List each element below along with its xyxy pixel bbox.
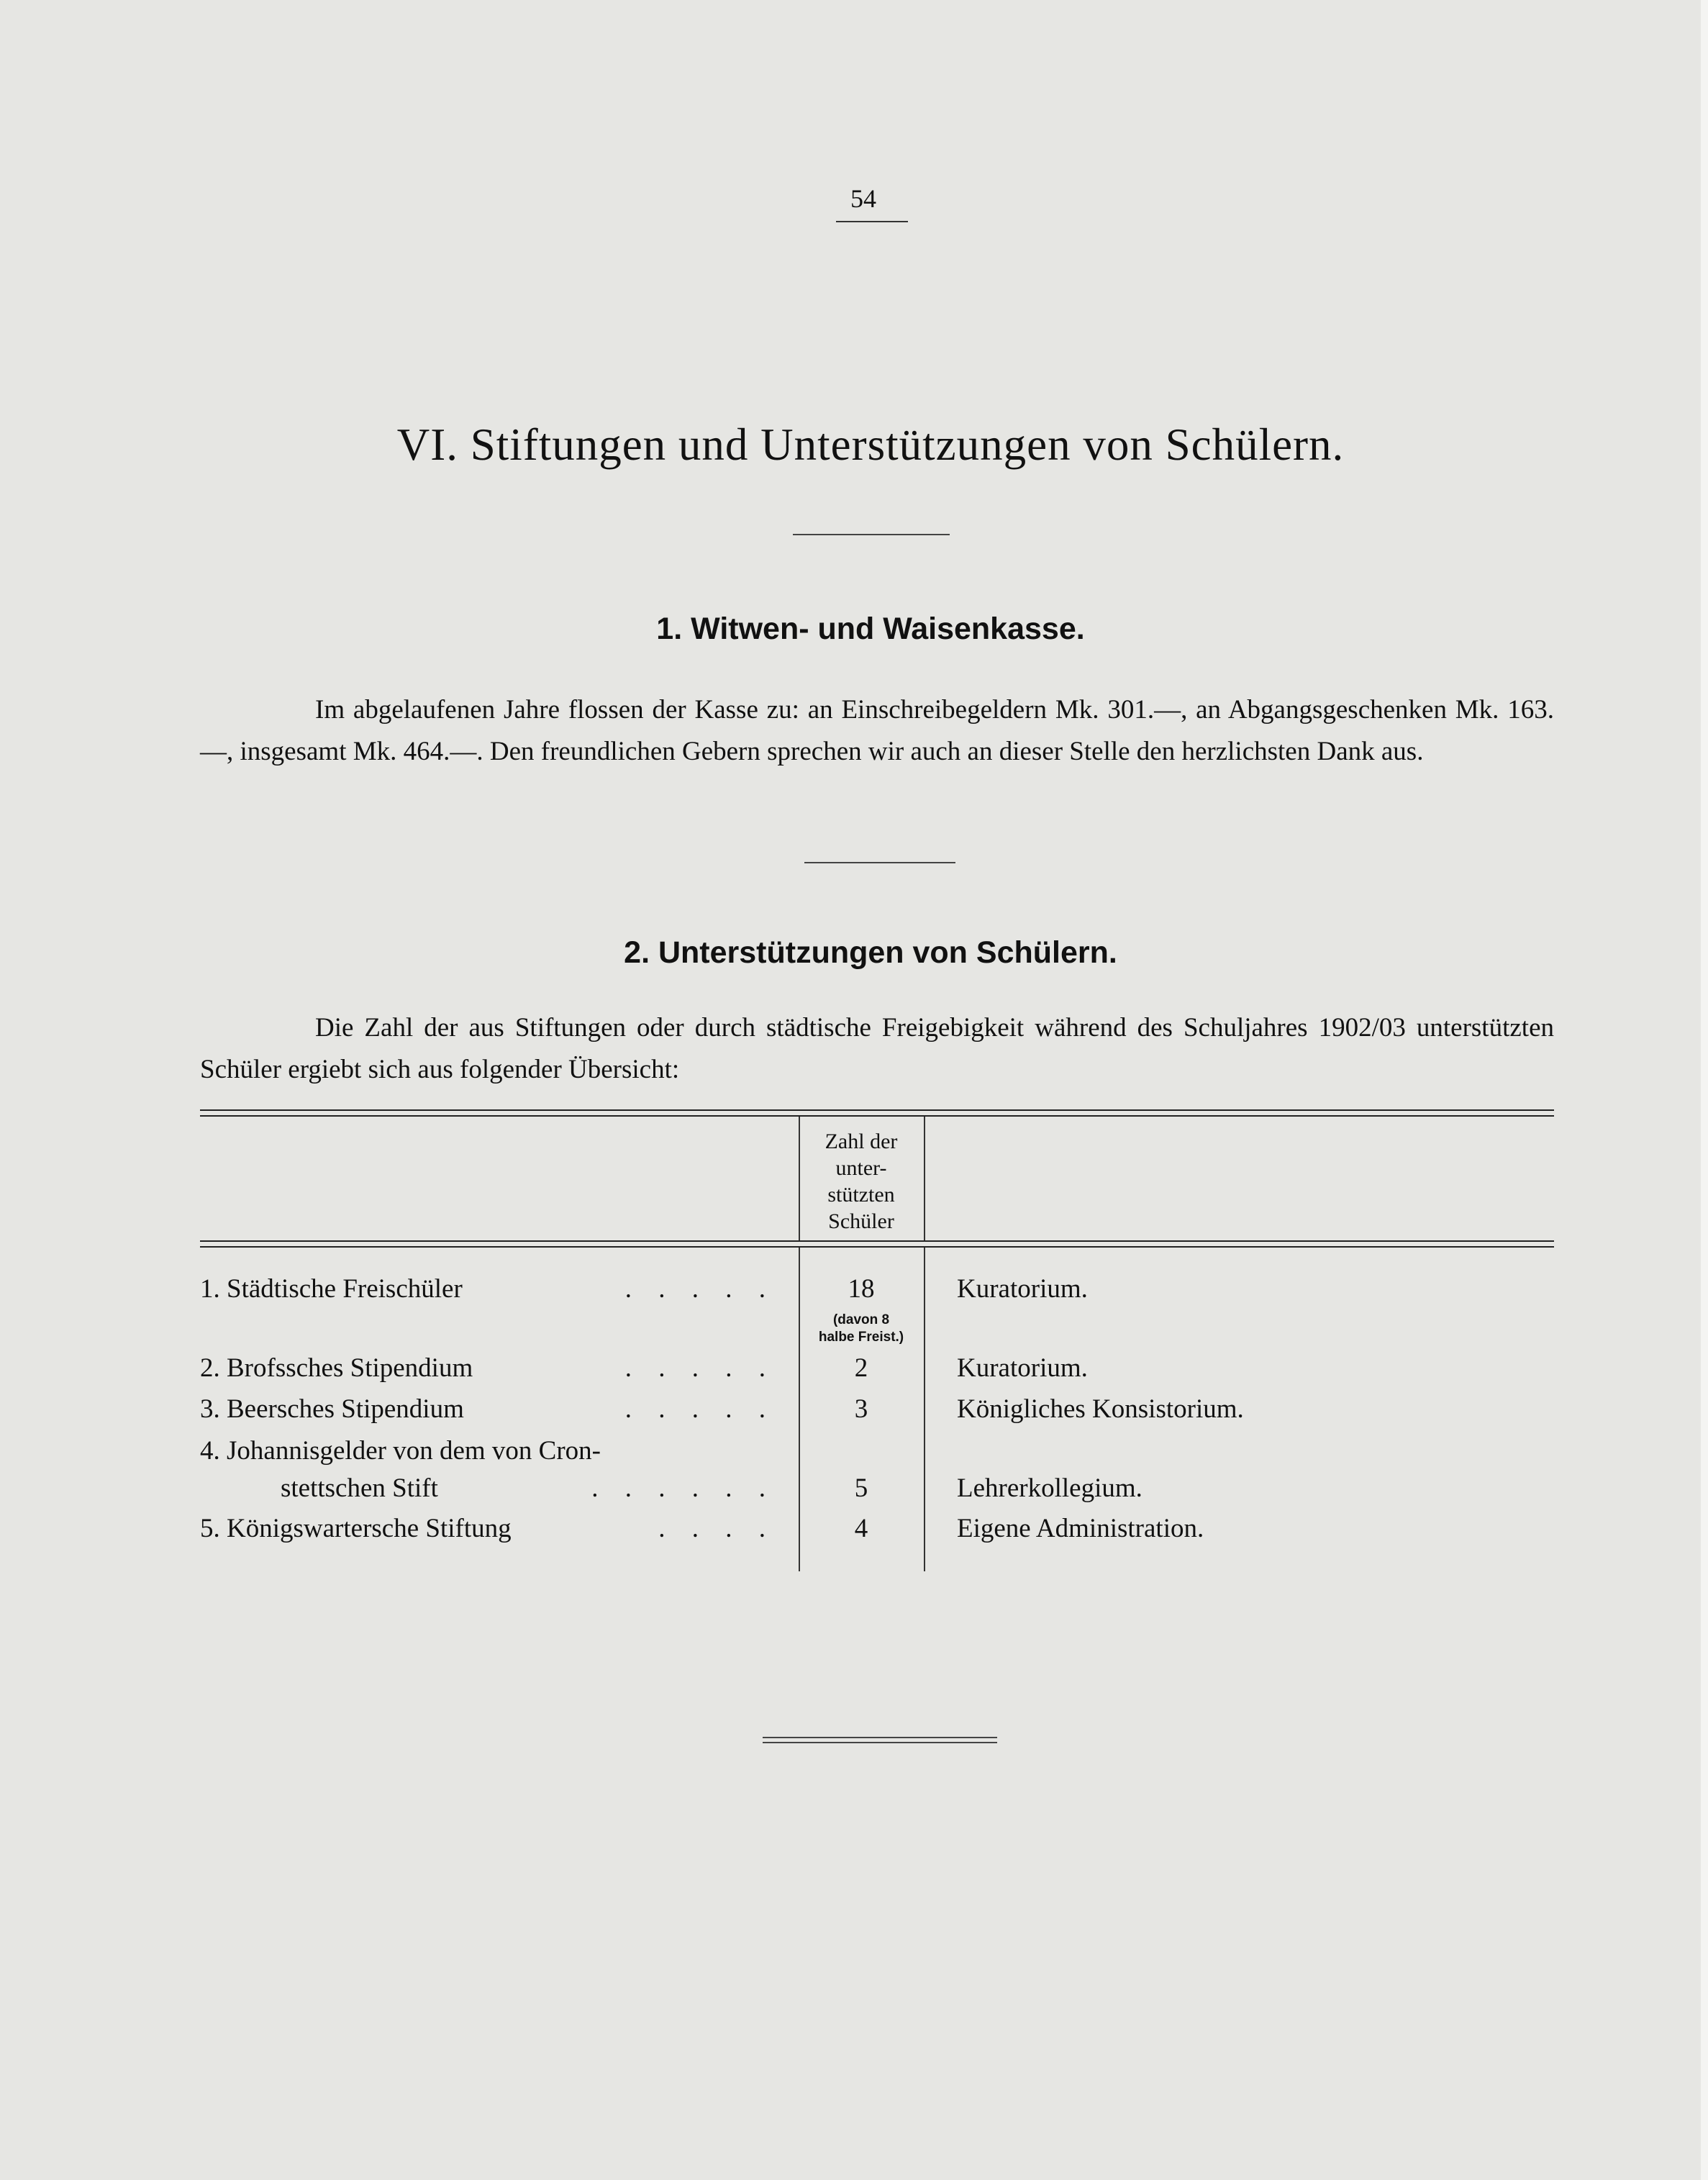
page-number: 54 [850,184,876,213]
table-top-rule [200,1109,1554,1111]
table-header-rule-2 [200,1246,1554,1248]
row-note [799,1312,924,1346]
row-count: 5 [854,1473,868,1503]
page-edge [1701,0,1708,2180]
column-header-line: Schüler [828,1209,894,1233]
row-count: 3 [854,1394,868,1424]
page-number-rule [836,221,908,222]
section-heading-unterstuetzungen: 2. Unterstützungen von Schülern. [624,935,1117,970]
section2-paragraph [200,1007,1554,1091]
chapter-divider [793,534,950,535]
column-header-line: unter- [835,1156,887,1180]
row-administration: Königliches Konsistorium. [957,1394,1244,1424]
row-count: 2 [854,1353,868,1383]
end-rule [763,1737,997,1738]
column-header-line: stützten [827,1183,895,1207]
table-header-rule [200,1240,1554,1242]
table-row [200,1473,1554,1513]
row-note-line: (davon 8 [832,1312,890,1327]
table-row [200,1394,1554,1434]
row-administration: Kuratorium. [957,1353,1088,1383]
table-row [200,1513,1554,1553]
row-administration: Kuratorium. [957,1274,1088,1304]
row-leader-dots: . . . . . [624,1394,776,1424]
end-rule-2 [763,1742,997,1743]
row-leader-dots: . . . . . . [591,1473,776,1503]
table-top-rule-2 [200,1115,1554,1117]
row-count: 18 [848,1274,875,1304]
section1-text: Im abgelaufenen Jahre flossen der Kasse zu: an Einschreibegeldern Mk. 301.—, an Abgangsgeschenken Mk. 163.—, insgesamt Mk. 464.—. Den freundlichen Gebern sprechen wir auch an dieser Stelle den herzlichsten Dank aus. [200,695,1554,766]
column-divider-left-header [799,1117,800,1240]
row-count: 4 [854,1514,868,1543]
row-name: 5. Königswartersche Stiftung [200,1514,512,1543]
table-row [200,1353,1554,1393]
row-leader-dots: . . . . . [624,1353,776,1383]
column-divider-right-header [924,1117,925,1240]
row-leader-dots: . . . . . [624,1274,776,1304]
row-name: 4. Johannisgelder von dem von Cron- [200,1436,601,1466]
row-note-line: halbe Freist.) [818,1330,904,1345]
row-administration: Lehrerkollegium. [957,1473,1143,1503]
section-heading-witwenkasse: 1. Witwen- und Waisenkasse. [656,612,1085,646]
row-name: 2. Brofssches Stipendium [200,1353,473,1383]
column-header-count [799,1128,924,1235]
section-divider [804,862,955,863]
row-name: 3. Beersches Stipendium [200,1394,464,1424]
row-name: stettschen Stift [281,1473,438,1503]
chapter-title: VI. Stiftungen und Unterstützungen von Schülern. [396,419,1345,470]
table-row [200,1435,1554,1476]
section1-paragraph [200,689,1554,773]
row-leader-dots: . . . . [658,1514,776,1543]
row-administration: Eigene Administration. [957,1514,1204,1543]
section2-text: Die Zahl der aus Stiftungen oder durch städtische Freigebigkeit während des Schuljahres 1902/03 unterstützten Schüler ergiebt sich aus folgender Übersicht: [200,1013,1554,1084]
row-name: 1. Städtische Freischüler [200,1274,463,1304]
table-row [200,1273,1554,1314]
column-header-line: Zahl der [825,1130,898,1153]
